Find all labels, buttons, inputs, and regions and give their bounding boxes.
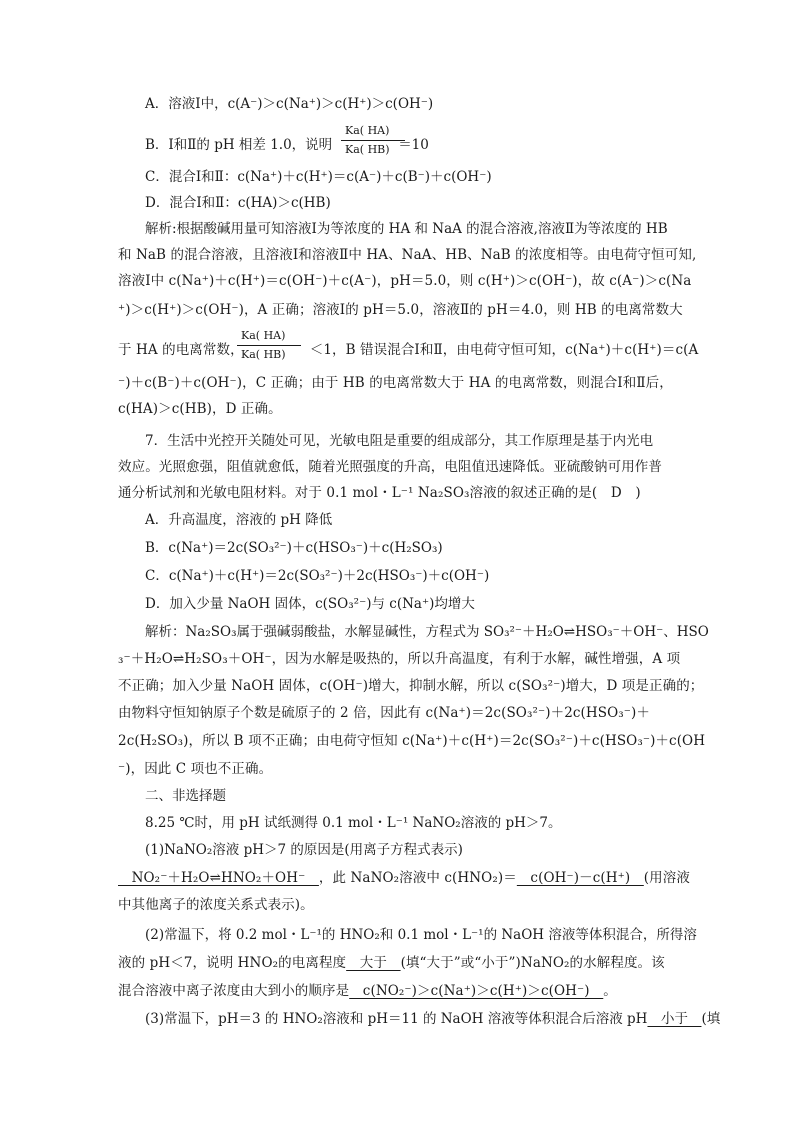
q6-option-b bbox=[145, 135, 690, 157]
q8-part3-text: (填 bbox=[701, 1011, 721, 1027]
q7-stem-line: 7．生活中光控开关随处可见，光敏电阻是重要的组成部分，其工作原理是基于内光电 bbox=[145, 433, 654, 449]
q6-option-c: C．混合Ⅰ和Ⅱ：c(Na⁺)＋c(H⁺)＝c(A⁻)＋c(B⁻)＋c(OH⁻) bbox=[145, 169, 492, 185]
q8-part1-answer-equation: NO₂⁻＋H₂O⇌HNO₂＋OH⁻ bbox=[118, 870, 319, 886]
q8-part1-text: (用溶液 bbox=[643, 870, 690, 886]
q6-analysis-line: c(HA)＞c(HB)，D 正确。 bbox=[118, 401, 282, 417]
section-heading: 二、非选择题 bbox=[145, 788, 226, 804]
q7-stem-line: 效应。光照愈强，阻值就愈低，随着光照强度的升高，电阻值迅速降低。亚硫酸钠可用作普 bbox=[118, 459, 662, 475]
q6-analysis-denominator: Ka( HB) bbox=[241, 348, 286, 361]
q6-option-b-fraction-bar bbox=[341, 140, 405, 141]
q6-analysis-line: 溶液Ⅰ中 c(Na⁺)＋c(H⁺)＝c(OH⁻)＋c(A⁻)，pH＝5.0，则 c(H⁺)＞c(OH⁻)，故 c(A⁻)＞c(Na bbox=[118, 273, 692, 289]
q8-part3-answer: 小于 bbox=[647, 1011, 702, 1027]
q8-part2-text: 。 bbox=[603, 983, 617, 999]
q6-analysis-line: ⁺)＞c(H⁺)＞c(OH⁻)，A 正确；溶液Ⅰ的 pH＝5.0，溶液Ⅱ的 pH＝4.0，则 HB 的电离常数大 bbox=[118, 302, 683, 318]
q6-analysis-numerator: Ka( HA) bbox=[241, 329, 286, 342]
q6-analysis-line: 和 NaB 的混合溶液，且溶液Ⅰ和溶液Ⅱ中 HA、NaA、HB、NaB 的浓度相等。由电荷守恒可知, bbox=[118, 247, 697, 263]
q7-analysis-line: 解析：Na₂SO₃属于强碱弱酸盐，水解显碱性，方程式为 SO₃²⁻＋H₂O⇌HSO₃⁻＋OH⁻、HSO bbox=[145, 624, 709, 640]
q8-part1-text: ，此 NaNO₂溶液中 c(HNO₂)＝ bbox=[318, 870, 517, 886]
q7-analysis-line: 2c(H₂SO₃)，所以 B 项不正确；由电荷守恒知 c(Na⁺)＋c(H⁺)＝2c(SO₃²⁻)＋c(HSO₃⁻)＋c(OH bbox=[118, 733, 706, 749]
q6-option-b-numerator: Ka( HA) bbox=[345, 124, 390, 137]
q7-option-d: D．加入少量 NaOH 固体，c(SO₃²⁻)与 c(Na⁺)均增大 bbox=[145, 596, 475, 612]
q8-part3-text: (3)常温下，pH＝3 的 HNO₂溶液和 pH＝11 的 NaOH 溶液等体积混合后溶液 pH bbox=[145, 1011, 648, 1027]
q7-stem-line: 通分析试剂和光敏电阻材料。对于 0.1 mol・L⁻¹ Na₂SO₃溶液的叙述正确的是( D ) bbox=[118, 485, 641, 501]
q6-option-d: D．混合Ⅰ和Ⅱ：c(HA)＞c(HB) bbox=[145, 195, 331, 211]
q8-part1-answer-concentration: c(OH⁻)－c(H⁺) bbox=[516, 870, 644, 886]
q7-option-a: A．升高温度，溶液的 pH 降低 bbox=[145, 512, 333, 528]
q8-part1-answer-line bbox=[118, 868, 688, 890]
q6-analysis-fraction-bar bbox=[237, 345, 301, 346]
q8-part2-answer-order: c(NO₂⁻)＞c(Na⁺)＞c(H⁺)＞c(OH⁻) bbox=[349, 983, 604, 999]
q7-analysis-line: ₃⁻＋H₂O⇌H₂SO₃＋OH⁻，因为水解是吸热的，所以升高温度，有利于水解，碱性增强，A 项 bbox=[118, 651, 681, 667]
q6-analysis-line: ⁻)＋c(B⁻)＋c(OH⁻)，C 正确；由于 HB 的电离常数大于 HA 的电离常数，则混合Ⅰ和Ⅱ后， bbox=[118, 375, 673, 391]
q8-part3-line bbox=[145, 1009, 721, 1031]
q8-stem: 8.25 ℃时，用 pH 试纸测得 0.1 mol・L⁻¹ NaNO₂溶液的 pH＞7。 bbox=[145, 815, 562, 831]
q8-part1-question: (1)NaNO₂溶液 pH＞7 的原因是(用离子方程式表示) bbox=[145, 842, 463, 858]
q8-part2-text: 液的 pH＜7，说明 HNO₂的电离程度 bbox=[118, 955, 347, 971]
q6-analysis-text: ＜1，B 错误混合Ⅰ和Ⅱ，由电荷守恒可知，c(Na⁺)＋c(H⁺)＝c(A bbox=[309, 342, 699, 358]
q8-part2-text: (填“大于”或“小于”)NaNO₂的水解程度。该 bbox=[400, 955, 665, 971]
q7-analysis-line: ⁻)，因此 C 项也不正确。 bbox=[118, 761, 273, 777]
q7-analysis-line: 由物料守恒知钠原子个数是硫原子的 2 倍，因此有 c(Na⁺)＝2c(SO₃²⁻)＋2c(HSO₃⁻)＋ bbox=[118, 705, 651, 721]
q7-option-b: B．c(Na⁺)＝2c(SO₃²⁻)＋c(HSO₃⁻)＋c(H₂SO₃) bbox=[145, 540, 443, 556]
q7-option-c: C．c(Na⁺)＋c(H⁺)＝2c(SO₃²⁻)＋2c(HSO₃⁻)＋c(OH⁻) bbox=[145, 568, 490, 584]
q7-analysis-line: 不正确；加入少量 NaOH 固体，c(OH⁻)增大，抑制水解，所以 c(SO₃²⁻)增大，D 项是正确的； bbox=[118, 678, 704, 694]
q8-part2-answer-comparison: 大于 bbox=[346, 955, 401, 971]
q6-option-a: A．溶液Ⅰ中，c(A⁻)＞c(Na⁺)＞c(H⁺)＞c(OH⁻) bbox=[145, 96, 434, 112]
q8-part2-line: (2)常温下，将 0.2 mol・L⁻¹的 HNO₂和 0.1 mol・L⁻¹的 NaOH 溶液等体积混合，所得溶 bbox=[145, 927, 697, 943]
q8-part1-line: 中其他离子的浓度关系式表示)。 bbox=[118, 897, 314, 913]
q6-analysis-text: 于 HA 的电离常数， bbox=[118, 342, 244, 358]
q6-option-b-denominator: Ka( HB) bbox=[345, 143, 390, 156]
q6-option-b-text: B．Ⅰ和Ⅱ的 pH 相差 1.0，说明 bbox=[145, 137, 333, 153]
q6-option-b-result: ＝10 bbox=[398, 137, 429, 153]
q6-analysis-line: 解析:根据酸碱用量可知溶液Ⅰ为等浓度的 HA 和 NaA 的混合溶液,溶液Ⅱ为等浓度的 HB bbox=[145, 221, 668, 237]
q8-part2-line bbox=[118, 981, 688, 1003]
q8-part2-text: 混合溶液中离子浓度由大到小的顺序是 bbox=[118, 983, 350, 999]
q8-part2-line bbox=[118, 953, 688, 975]
q6-analysis-line bbox=[118, 340, 699, 362]
